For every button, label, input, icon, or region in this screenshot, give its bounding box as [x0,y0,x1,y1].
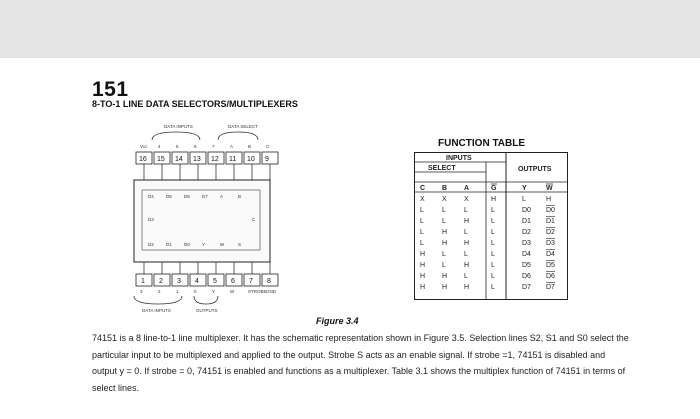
chip-top-signal: A [230,144,234,149]
chip-top-signal: 5 [176,144,179,149]
chip-bottom-pin: 8 [267,278,271,285]
ft-cell: L [464,251,468,258]
ft-cell: H [442,240,448,247]
ft-cell: L [420,207,424,214]
ft-cell: L [491,273,495,280]
ft-cell: H [464,240,470,247]
ft-cell: H [546,196,552,203]
ft-cell: D2 [522,229,531,236]
ft-cell: H [420,284,426,291]
chip-top-signal: C [266,144,270,149]
ft-column-header: C [420,185,426,192]
chip-top-signal: B [248,144,252,149]
chip-bottom-pin: 4 [195,278,199,285]
chip-top-signal: 4 [158,144,161,149]
ft-cell: L [491,251,495,258]
ft-cell: D0 [522,207,531,214]
chip-bottom-pin: 1 [141,278,145,285]
ft-cell: H [442,284,448,291]
ft-cell: X [464,196,469,203]
ft-cell: L [491,240,495,247]
chip-bottom-pin: 3 [177,278,181,285]
ft-cell: L [442,218,446,225]
ft-column-header: G [491,185,497,192]
ft-cell: L [420,218,424,225]
ft-cell: L [464,273,468,280]
ft-cell: D0 [546,207,555,214]
chip-bottom-pin: 7 [249,278,253,285]
ft-cell: H [464,218,470,225]
function-table-title: FUNCTION TABLE [438,138,526,149]
chip-top-pin: 10 [247,156,255,163]
ft-cell: L [420,229,424,236]
chip-bottom-signal: Y [212,289,216,294]
ft-cell: L [491,229,495,236]
chip-inner-top-label: D7 [202,194,208,199]
chip-top-group-label: DATA SELECT [228,124,258,129]
ft-column-header: A [464,185,470,192]
ft-cell: D6 [522,273,531,280]
ft-cell: D4 [522,251,531,258]
chip-inner-bottom-label: S [238,242,242,247]
ft-cell: H [420,262,426,269]
ft-cell: D1 [546,218,555,225]
ft-cell: L [442,262,446,269]
ft-cell: L [491,284,495,291]
chip-inner-side-label: C [252,217,256,222]
ft-cell: H [420,273,426,280]
ft-cell: X [442,196,447,203]
chip-bottom-group-label: DATA INPUTS [142,308,171,313]
chip-bottom-signal: 2 [158,289,161,294]
chip-top-pin: 15 [157,156,165,163]
ft-select-header: SELECT [428,165,456,172]
ft-cell: D5 [546,262,555,269]
ft-cell: H [491,196,497,203]
chip-inner-top-label: D5 [166,194,172,199]
ft-cell: H [442,273,448,280]
ft-cell: L [464,207,468,214]
chip-inner-top-label: D4 [148,194,154,199]
chip-bottom-pin: 6 [231,278,235,285]
ft-cell: H [420,251,426,258]
ft-cell: D3 [546,240,555,247]
ft-cell: H [442,229,448,236]
ft-cell: D7 [522,284,531,291]
chip-top-pin: 9 [265,156,269,163]
chip-bottom-signal: GND [266,289,276,294]
chip-inner-bottom-label: W [220,242,225,247]
chip-bottom-pin: 2 [159,278,163,285]
chip-top-pin: 16 [139,156,147,163]
ft-cell: D5 [522,262,531,269]
chip-top-signal: 6 [194,144,197,149]
chip-inner-bottom-label: D2 [148,242,154,247]
chip-bottom-signal: STROBE [248,289,267,294]
chip-top-group-label: DATA INPUTS [164,124,193,129]
function-table [414,152,568,300]
chip-bottom-pin: 5 [213,278,217,285]
chip-inner-bottom-label: D0 [184,242,190,247]
scan-background [0,0,700,58]
ft-cell: X [420,196,425,203]
ft-cell: D4 [546,251,555,258]
chip-top-pin: 13 [193,156,201,163]
ft-cell: D2 [546,229,555,236]
chip-top-signal: Vcc [140,144,148,149]
ft-column-header: W [546,185,553,192]
chip-top-pin: 11 [229,156,237,163]
chip-top-pin: 12 [211,156,219,163]
chip-bottom-signal: 3 [140,289,143,294]
ft-outputs-header: OUTPUTS [518,166,552,173]
ft-cell: L [522,196,526,203]
chip-bottom-signal: 1 [176,289,179,294]
ft-cell: H [464,284,470,291]
ft-cell: D7 [546,284,555,291]
ft-cell: L [442,207,446,214]
chip-inner-top-label: B [238,194,242,199]
ft-cell: D1 [522,218,531,225]
figure-caption: Figure 3.4 [316,316,359,326]
ft-cell: D6 [546,273,555,280]
ft-cell: D3 [522,240,531,247]
chip-top-pin: 14 [175,156,183,163]
ft-cell: H [464,262,470,269]
chip-bottom-group-label: OUTPUTS [196,308,218,313]
chip-bottom-signal: W [230,289,235,294]
ft-cell: L [442,251,446,258]
part-subtitle: 8-TO-1 LINE DATA SELECTORS/MULTIPLEXERS [92,99,298,109]
description-paragraph: 74151 is a 8 line-to-1 line multiplexer. It has the schematic representation shown in Figure 3.5. Selection lines S2, S1 and S0 select the particular input to be multiplexed and applied to the output. Strobe S acts as an enable signal. If strobe =1, 74151 is disabled and output y = 0. If strobe = 0, 74151 is enabled and functions as a multiplexer. Table 3.1 shows the multiplex function of 74151 in terms of select lines. [92,333,629,393]
ft-column-header: B [442,185,448,192]
ft-cell: L [420,240,424,247]
chip-pinout-diagram [124,118,284,318]
ft-cell: L [491,207,495,214]
ft-cell: L [464,229,468,236]
ft-cell: L [491,218,495,225]
ft-cell: L [491,262,495,269]
chip-bottom-signal: 0 [194,289,197,294]
chip-inner-bottom-label: Y [202,242,206,247]
chip-top-signal: 7 [212,144,215,149]
part-number: 151 [92,78,129,101]
ft-inputs-header: INPUTS [446,155,472,162]
chip-inner-bottom-label: D1 [166,242,172,247]
ft-column-header: Y [522,185,527,192]
chip-inner-side-label: D3 [148,217,154,222]
chip-inner-top-label: D6 [184,194,190,199]
chip-inner-top-label: A [220,194,224,199]
